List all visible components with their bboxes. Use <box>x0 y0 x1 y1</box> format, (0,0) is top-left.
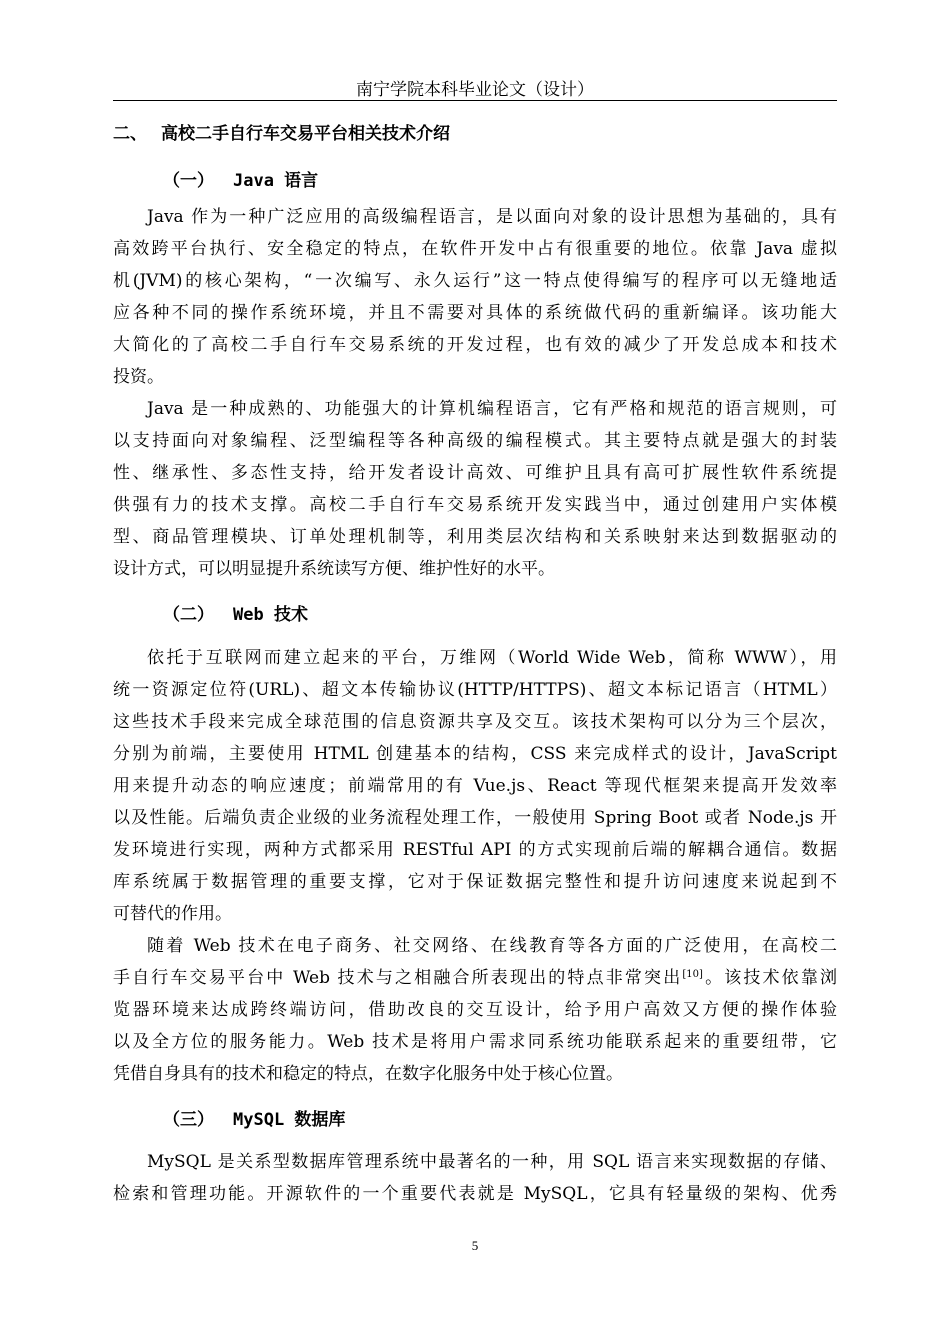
paragraph-java-2 <box>113 393 837 585</box>
paragraph-line: 依托于互联网而建立起来的平台，万维网（World Wide Web，简称 WWW），用 <box>147 648 837 668</box>
page-header: 南宁学院本科毕业论文（设计） <box>356 80 594 100</box>
line-text-tail: 。该技术依靠浏 <box>702 968 837 988</box>
paragraph-line: 以支持面向对象编程、泛型编程等各种高级的编程模式。其主要特点就是强大的封装 <box>113 431 837 451</box>
paragraph-line: 以及性能。后端负责企业级的业务流程处理工作，一般使用 Spring Boot 或者 Node.js 开 <box>113 808 837 828</box>
subsection-title: Java 语言 <box>233 171 319 191</box>
paragraph-line: 设计方式，可以明显提升系统读写方便、维护性好的水平。 <box>113 559 555 579</box>
paragraph-line: 这些技术手段来完成全球范围的信息资源共享及交互。该技术架构可以分为三个层次， <box>113 712 837 732</box>
paragraph-line: Java 是一种成熟的、功能强大的计算机编程语言，它有严格和规范的语言规则，可 <box>147 399 837 419</box>
paragraph-line: 库系统属于数据管理的重要支撑，它对于保证数据完整性和提升访问速度来说起到不 <box>113 872 837 892</box>
section-heading <box>113 119 450 144</box>
subsection-number: （三） <box>163 1110 214 1130</box>
subsection-heading-mysql <box>163 1105 345 1130</box>
paragraph-line: 随着 Web 技术在电子商务、社交网络、在线教育等各方面的广泛使用，在高校二 <box>147 936 837 956</box>
paragraph-line: 性、继承性、多态性支持，给开发者设计高效、可维护且具有高可扩展性软件系统提 <box>113 463 837 483</box>
paragraph-line: 检索和管理功能。开源软件的一个重要代表就是 MySQL，它具有轻量级的架构、优秀 <box>113 1184 837 1204</box>
subsection-title: MySQL 数据库 <box>233 1110 346 1130</box>
paragraph-line: Java 作为一种广泛应用的高级编程语言，是以面向对象的设计思想为基础的，具有 <box>147 207 837 227</box>
subsection-heading-java <box>163 166 318 191</box>
subsection-title: Web 技术 <box>233 605 308 625</box>
citation-marker: [10] <box>682 969 703 980</box>
paragraph-line: 型、商品管理模块、订单处理机制等，利用类层次结构和关系映射来达到数据驱动的 <box>113 527 837 547</box>
paragraph-line: MySQL 是关系型数据库管理系统中最著名的一种，用 SQL 语言来实现数据的存储、 <box>147 1152 837 1172</box>
paragraph-line: 应各种不同的操作系统环境，并且不需要对具体的系统做代码的重新编译。该功能大 <box>113 303 837 323</box>
paragraph-line: 分别为前端，主要使用 HTML 创建基本的结构，CSS 来完成样式的设计，JavaScript <box>113 744 837 764</box>
paragraph-line: 发环境进行实现，两种方式都采用 RESTful API 的方式实现前后端的解耦合通信。数据 <box>113 840 837 860</box>
header-rule <box>113 100 837 101</box>
paragraph-line: 用来提升动态的响应速度；前端常用的有 Vue.js、React 等现代框架来提高开发效率 <box>113 776 837 796</box>
paragraph-line: 凭借自身具有的技术和稳定的特点，在数字化服务中处于核心位置。 <box>113 1064 623 1084</box>
subsection-number: （二） <box>163 605 214 625</box>
paragraph-web-2 <box>113 930 837 1090</box>
paragraph-mysql-1 <box>113 1146 837 1210</box>
paragraph-line: 统一资源定位符(URL)、超文本传输协议(HTTP/HTTPS)、超文本标记语言（HTML） <box>113 680 837 700</box>
paragraph-line: 以及全方位的服务能力。Web 技术是将用户需求同系统功能联系起来的重要纽带，它 <box>113 1032 837 1052</box>
paragraph-line: 大简化的了高校二手自行车交易系统的开发过程，也有效的减少了开发总成本和技术 <box>113 335 837 355</box>
paragraph-line: 览器环境来达成跨终端访问，借助改良的交互设计，给予用户高效又方便的操作体验 <box>113 1000 837 1020</box>
paragraph-line: 高效跨平台执行、安全稳定的特点，在软件开发中占有很重要的地位。依靠 Java 虚拟 <box>113 239 837 259</box>
paragraph-line: 供强有力的技术支撑。高校二手自行车交易系统开发实践当中，通过创建用户实体模 <box>113 495 837 515</box>
paragraph-line: 可替代的作用。 <box>113 904 232 924</box>
subsection-heading-web <box>163 600 308 625</box>
section-title: 高校二手自行车交易平台相关技术介绍 <box>161 124 450 144</box>
paragraph-java-1 <box>113 201 837 393</box>
paragraph-web-1 <box>113 642 837 930</box>
paragraph-line: 投资。 <box>113 367 164 387</box>
page-number: 5 <box>471 1238 479 1253</box>
section-number: 二、 <box>113 124 147 144</box>
paragraph-line <box>113 962 837 994</box>
paragraph-line: 机(JVM)的核心架构，“一次编写、永久运行”这一特点使得编写的程序可以无缝地适 <box>113 271 837 291</box>
line-text: 手自行车交易平台中 Web 技术与之相融合所表现出的特点非常突出 <box>113 968 683 988</box>
subsection-number: （一） <box>163 171 214 191</box>
